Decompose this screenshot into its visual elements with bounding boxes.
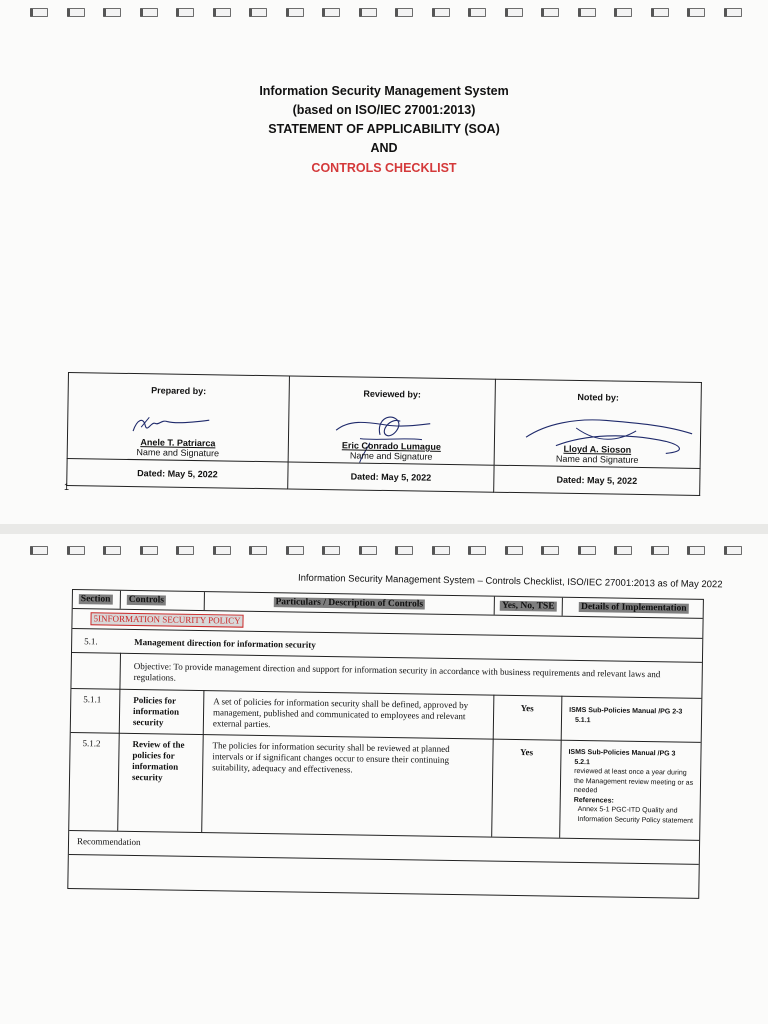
punch-hole-icon	[67, 8, 85, 17]
controls-checklist-table	[67, 589, 704, 899]
col-header-controls: Controls	[121, 591, 205, 610]
row-answer: Yes	[520, 703, 534, 714]
noted-by-cell	[494, 379, 701, 468]
binder-punch-holes	[30, 546, 742, 556]
col-header-particulars: Particulars / Description of Controls	[205, 592, 495, 615]
row-details: ISMS Sub-Policies Manual /PG 2-3 5.1.1	[569, 706, 683, 724]
punch-hole-icon	[322, 546, 340, 555]
reviewed-by-heading: Reviewed by:	[363, 388, 422, 400]
preparer-caption: Name and Signature	[136, 447, 220, 459]
row-details: ISMS Sub-Policies Manual /PG 3 5.2.1 reviewed at least once a year during the Management review meeting or as needed References: Annex 5-1 PGC-ITD Quality and Information Security Policy statement	[568, 748, 694, 825]
noted-by-heading: Noted by:	[577, 392, 619, 403]
punch-hole-icon	[213, 8, 231, 17]
punch-hole-icon	[651, 8, 669, 17]
page-number: 1	[64, 482, 70, 492]
punch-hole-icon	[103, 546, 121, 555]
running-header: Information Security Management System – Controls Checklist, ISO/IEC 27001:2013 as of May 2022	[297, 572, 723, 591]
punch-hole-icon	[541, 8, 559, 17]
prepared-by-cell	[67, 373, 289, 462]
punch-hole-icon	[103, 8, 121, 17]
row-section: 5.1.2	[82, 738, 101, 749]
punch-hole-icon	[213, 546, 231, 555]
document-title	[0, 82, 768, 178]
binder-punch-holes	[30, 8, 742, 18]
punch-hole-icon	[140, 8, 158, 17]
row-control: Review of the policies for information security	[131, 738, 185, 783]
punch-hole-icon	[359, 8, 377, 17]
punch-hole-icon	[687, 8, 705, 17]
punch-hole-icon	[249, 8, 267, 17]
punch-hole-icon	[249, 546, 267, 555]
punch-hole-icon	[432, 546, 450, 555]
punch-hole-icon	[286, 8, 304, 17]
title-controls-checklist: CONTROLS CHECKLIST	[311, 161, 457, 175]
punch-hole-icon	[395, 8, 413, 17]
punch-hole-icon	[505, 8, 523, 17]
punch-hole-icon	[687, 546, 705, 555]
reviewer-caption: Name and Signature	[349, 450, 433, 462]
title-line-2: (based on ISO/IEC 27001:2013)	[292, 103, 476, 117]
section-policy-tag: 5INFORMATION SECURITY POLICY	[90, 612, 243, 627]
section-number: 5.1.	[84, 636, 98, 647]
approval-table	[66, 372, 702, 496]
row-answer: Yes	[519, 747, 534, 758]
punch-hole-icon	[505, 546, 523, 555]
punch-hole-icon	[30, 8, 48, 17]
punch-hole-icon	[432, 8, 450, 17]
punch-hole-icon	[468, 8, 486, 17]
row-section: 5.1.1	[83, 694, 102, 705]
punch-hole-icon	[67, 546, 85, 555]
prepared-by-heading: Prepared by:	[151, 385, 207, 397]
section-title: Management direction for information security	[134, 636, 316, 650]
punch-hole-icon	[578, 8, 596, 17]
row-description: A set of policies for information security shall be defined, approved by management, published and communicated to employees and relevant external parties.	[212, 696, 469, 730]
reviewer-name: Eric Conrado Lumague	[341, 440, 441, 452]
punch-hole-icon	[395, 546, 413, 555]
punch-hole-icon	[176, 8, 194, 17]
reviewed-by-cell	[288, 376, 495, 465]
noter-name: Lloyd A. Sioson	[563, 443, 632, 455]
row-control: Policies for information security	[132, 694, 180, 728]
objective-text: Objective: To provide management direction and support for information security in accordance with business requirements and relevant laws and regulations.	[133, 660, 661, 683]
punch-hole-icon	[468, 546, 486, 555]
col-header-section: Section	[73, 590, 121, 609]
reviewed-date: Dated: May 5, 2022	[288, 462, 494, 492]
punch-hole-icon	[651, 546, 669, 555]
noter-caption: Name and Signature	[555, 453, 639, 465]
punch-hole-icon	[286, 546, 304, 555]
col-header-yes-no: Yes, No, TSE	[495, 597, 563, 616]
title-line-1: Information Security Management System	[259, 84, 509, 98]
punch-hole-icon	[176, 546, 194, 555]
title-line-3: STATEMENT OF APPLICABILITY (SOA)	[268, 122, 500, 136]
punch-hole-icon	[322, 8, 340, 17]
title-line-4: AND	[370, 141, 398, 155]
prepared-date: Dated: May 5, 2022	[67, 458, 288, 488]
punch-hole-icon	[614, 8, 632, 17]
noted-date: Dated: May 5, 2022	[494, 465, 700, 495]
punch-hole-icon	[578, 546, 596, 555]
row-description: The policies for information security shall be reviewed at planned intervals or if significant changes occur to ensure their continuing suitability, adequacy and effectiveness.	[212, 740, 450, 775]
punch-hole-icon	[359, 546, 377, 555]
col-header-details: Details of Implementation	[580, 601, 687, 614]
preparer-name: Anele T. Patriarca	[140, 437, 216, 449]
punch-hole-icon	[541, 546, 559, 555]
document-page-2	[0, 534, 768, 1024]
recommendation-label: Recommendation	[76, 836, 141, 848]
punch-hole-icon	[614, 546, 632, 555]
punch-hole-icon	[30, 546, 48, 555]
punch-hole-icon	[724, 546, 742, 555]
punch-hole-icon	[140, 546, 158, 555]
punch-hole-icon	[724, 8, 742, 17]
